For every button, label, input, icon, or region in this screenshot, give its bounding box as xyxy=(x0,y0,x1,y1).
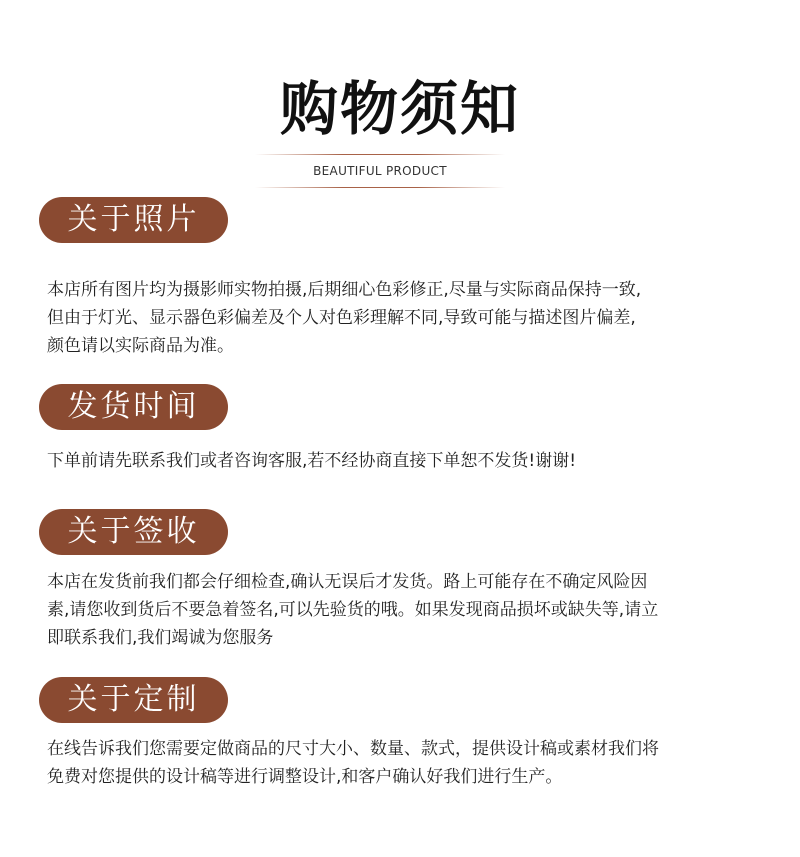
section-heading-custom: 关于定制 xyxy=(39,677,228,723)
section-body-receipt xyxy=(47,568,762,652)
section-body-line: 即联系我们,我们竭诚为您服务 xyxy=(47,628,274,648)
section-heading-photos: 关于照片 xyxy=(39,197,228,243)
subtitle-banner xyxy=(255,154,505,188)
section-body-line: 本店所有图片均为摄影师实物拍摄,后期细心色彩修正,尽量与实际商品保持一致, xyxy=(47,280,642,300)
section-body-photos xyxy=(47,276,762,360)
section-body-line: 在线告诉我们您需要定做商品的尺寸大小、数量、款式，提供设计稿或素材我们将 xyxy=(47,739,659,759)
section-body-custom xyxy=(47,735,762,791)
section-body-line: 颜色请以实际商品为准。 xyxy=(47,336,234,356)
section-body-line: 免费对您提供的设计稿等进行调整设计,和客户确认好我们进行生产。 xyxy=(47,767,563,787)
page-title: 购物须知 xyxy=(279,75,520,143)
subtitle-divider-top xyxy=(255,154,505,155)
section-body-shipping xyxy=(47,447,762,475)
section-body-line: 素,请您收到货后不要急着签名,可以先验货的哦。如果发现商品损坏或缺失等,请立 xyxy=(47,600,659,620)
section-body-line: 本店在发货前我们都会仔细检查,确认无误后才发货。路上可能存在不确定风险因 xyxy=(47,572,648,592)
section-body-line: 下单前请先联系我们或者咨询客服,若不经协商直接下单恕不发货!谢谢! xyxy=(47,451,577,471)
section-body-line: 但由于灯光、显示器色彩偏差及个人对色彩理解不同,导致可能与描述图片偏差, xyxy=(47,308,636,328)
section-heading-receipt: 关于签收 xyxy=(39,509,228,555)
subtitle-divider-bottom xyxy=(255,187,505,188)
section-heading-shipping: 发货时间 xyxy=(39,384,228,430)
subtitle-text: BEAUTIFUL PRODUCT xyxy=(313,164,447,178)
